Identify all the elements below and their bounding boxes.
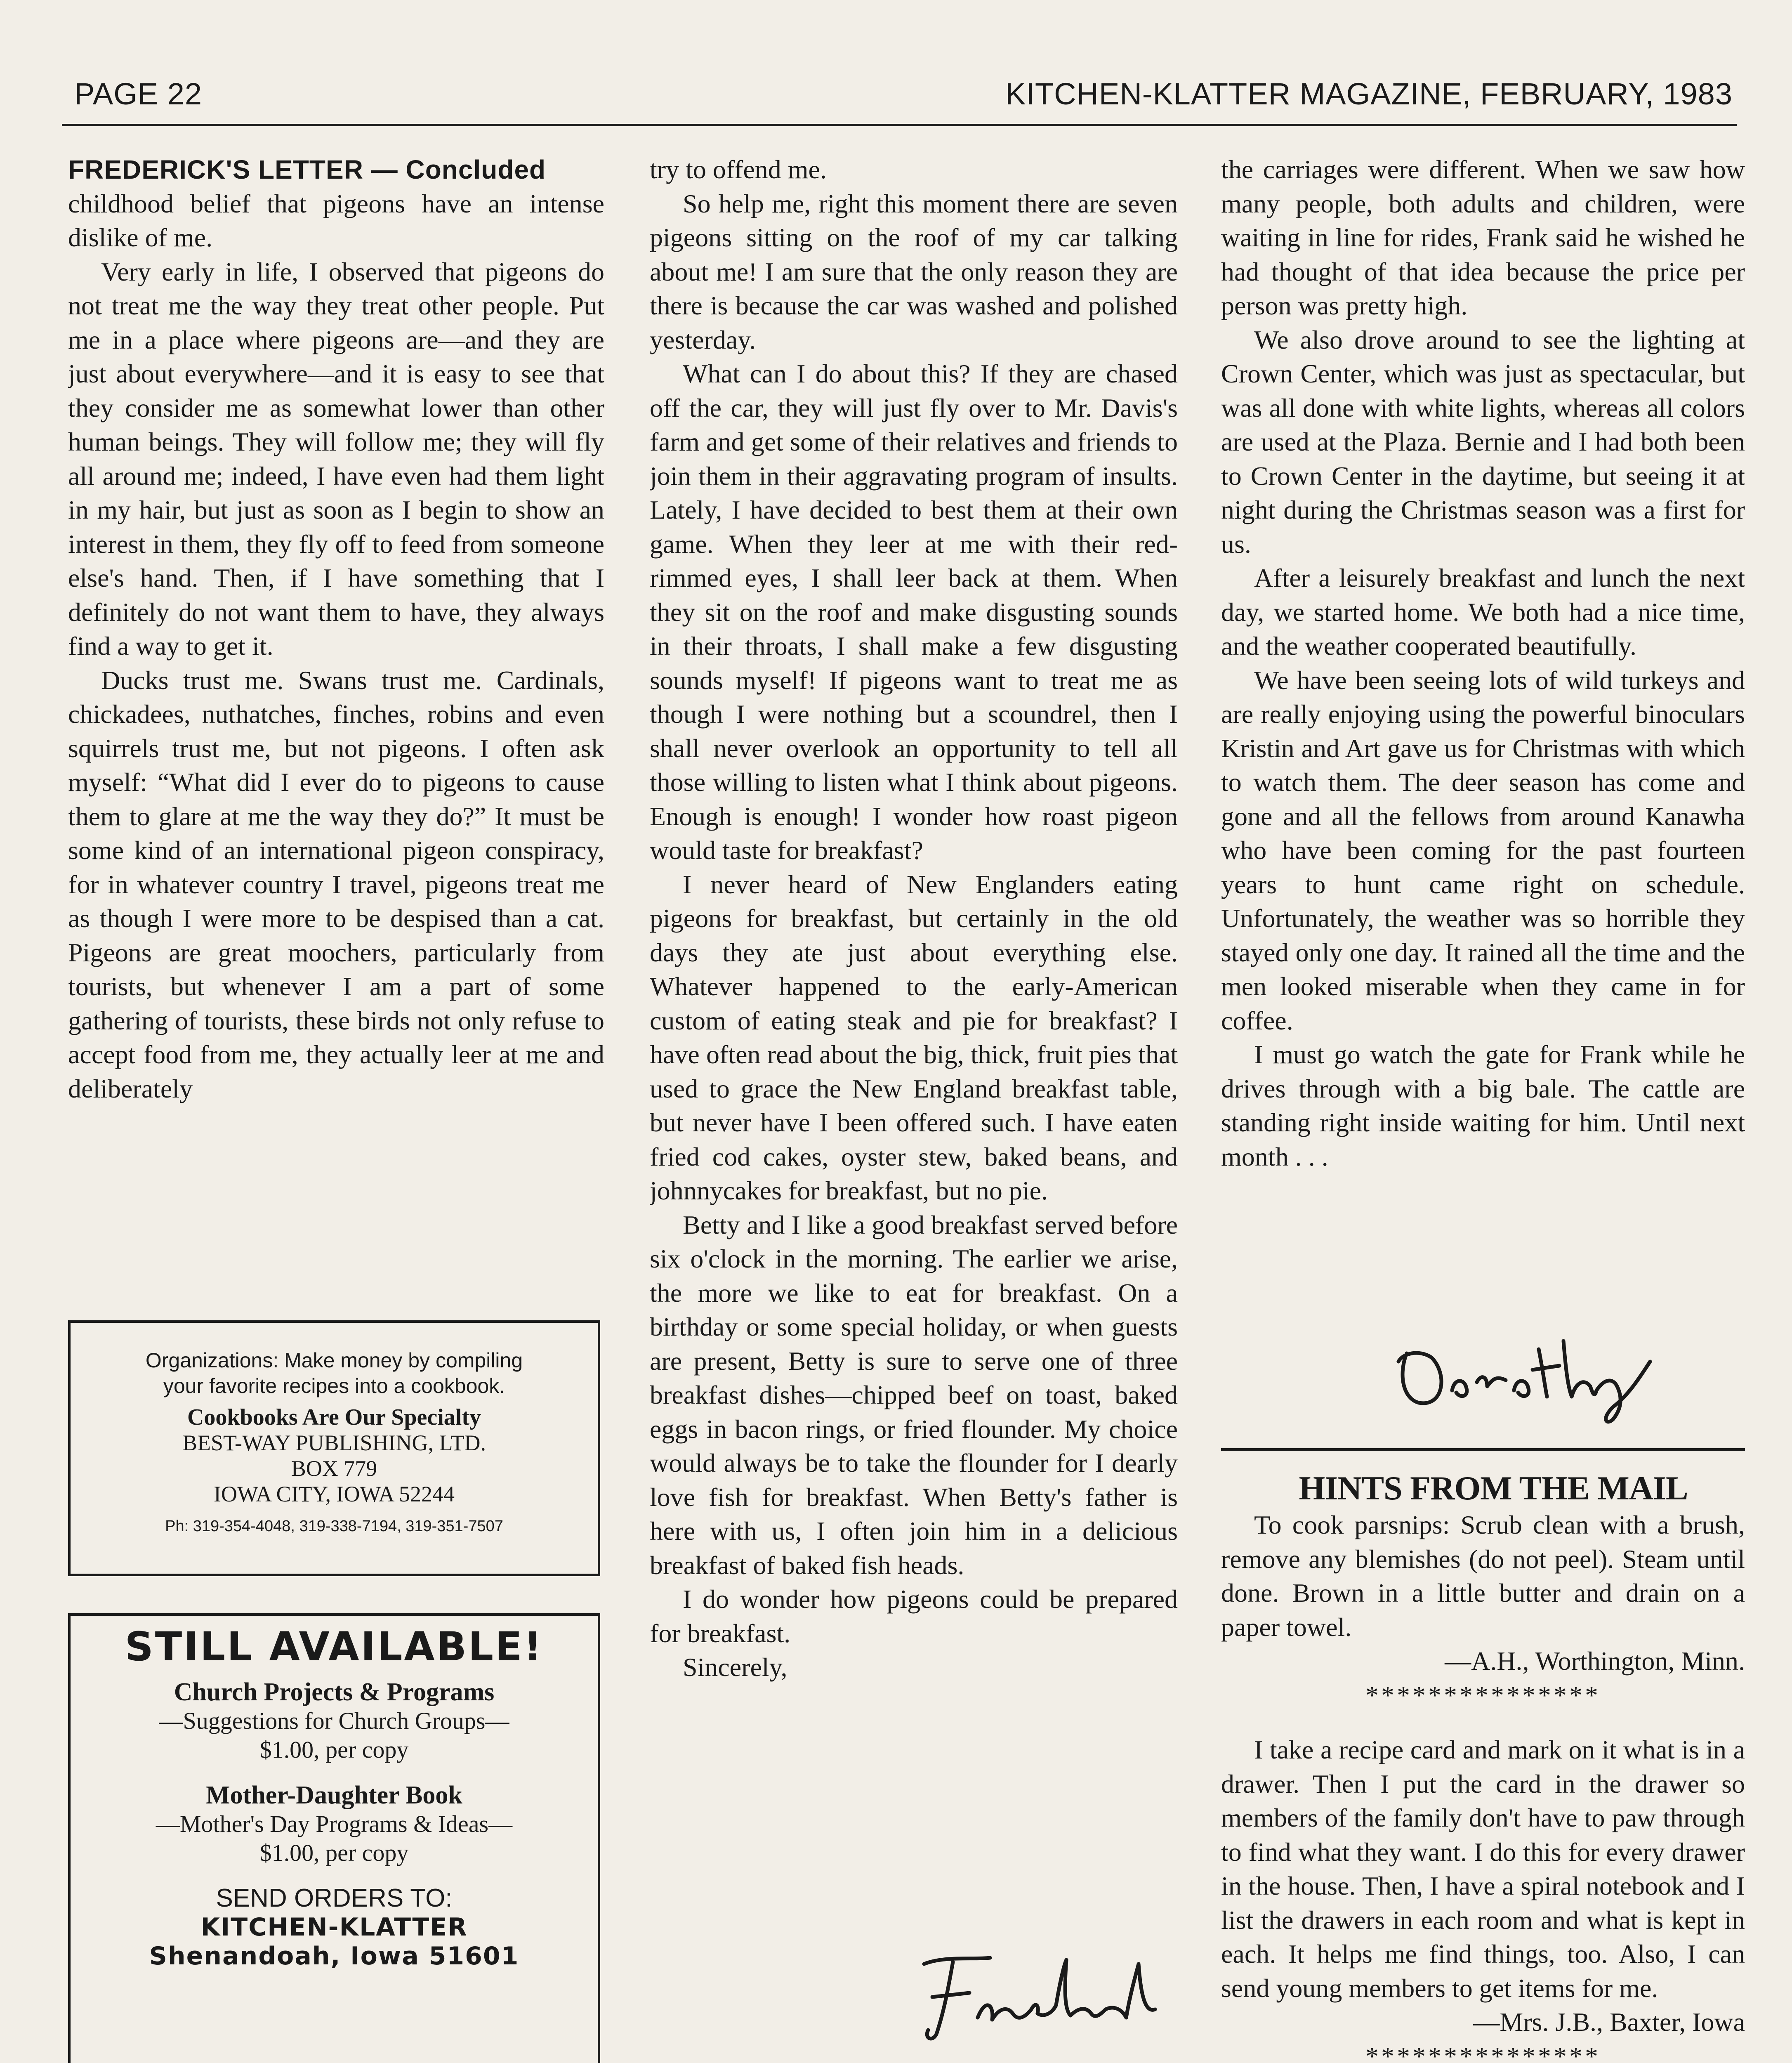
- paragraph: We also drove around to see the lighting at Crown Center, which was just as spectacular, but was all done with white lights, whereas all colors are used at the Plaza. Bernie and I had both been to Crown Center in the daytime, but seeing it at night during the Christmas season was a first for us.: [1221, 325, 1745, 559]
- frederick-letter-col2: [650, 153, 1178, 2063]
- frederick-letter-col1: [68, 153, 604, 1291]
- page-header: [74, 76, 1733, 122]
- divider: [1221, 1448, 1745, 1451]
- book-subtitle: —Mother's Day Programs & Ideas—: [156, 1810, 513, 1837]
- still-available-ad: [68, 1613, 600, 2063]
- stars-divider: ***************: [1365, 1680, 1601, 1710]
- paragraph: Ducks trust me. Swans trust me. Cardinals, chickadees, nuthatches, finches, robins and even squirrels trust me, but not pigeons. I often ask myself: “What did I ever do to pigeons to cause them to glare at me the way they do?” It must be some kind of an international pigeon conspiracy, for in whatever country I travel, pigeons treat me as though I were more to be despised than a cat. Pigeons are great moochers, particularly from tourists, but whenever I am a part of some gathering of tourists, these birds not only refuse to accept food from me, they actually leer at me and deliberately: [68, 665, 604, 1103]
- book-title: Church Projects & Programs: [174, 1678, 495, 1706]
- ad-line: your favorite recipes into a cookbook.: [163, 1374, 505, 1397]
- hint-credit: —A.H., Worthington, Minn.: [1445, 1646, 1745, 1676]
- svg-text:Frederick: Frederick: [908, 1947, 909, 1948]
- paragraph: So help me, right this moment there are seven pigeons sitting on the roof of my car talking about me! I am sure that the only reason they are there is because the car was washed and polished yesterday.: [650, 189, 1178, 354]
- ad-address: Shenandoah, Iowa 51601: [149, 1942, 519, 1971]
- ad-city: IOWA CITY, IOWA 52244: [214, 1482, 455, 1506]
- ad-phones: Ph: 319-354-4048, 319-338-7194, 319-351-7507: [165, 1518, 503, 1535]
- send-orders: SEND ORDERS TO:: [216, 1884, 453, 1912]
- book-price: $1.00, per copy: [259, 1736, 409, 1763]
- hints-title: HINTS FROM THE MAIL: [1299, 1469, 1688, 1507]
- paragraph: I never heard of New Englanders eating pigeons for breakfast, but certainly in the old days they ate just about everything else. Whatever happened to the early-American custom of eating steak and pie for breakfast? I have often read about the big, thick, fruit pies that used to grace the New England breakfast table, but never have I been offered such. I have eaten fried cod cakes, oyster stew, baked beans, and johnnycakes for breakfast, but no pie.: [650, 869, 1178, 1205]
- magazine-title: KITCHEN-KLATTER MAGAZINE, FEBRUARY, 1983: [1005, 77, 1733, 111]
- ad-org: KITCHEN-KLATTER: [200, 1913, 468, 1942]
- book-subtitle: —Suggestions for Church Groups—: [159, 1707, 509, 1734]
- svg-text:Dorothy: Dorothy: [1382, 1324, 1384, 1325]
- paragraph: After a leisurely breakfast and lunch the next day, we started home. We both had a nice time, and the weather cooperated beautifully.: [1221, 563, 1745, 661]
- hint-credit: —Mrs. J.B., Baxter, Iowa: [1473, 2007, 1745, 2037]
- paragraph: We have been seeing lots of wild turkeys and are really enjoying using the powerful binoculars Kristin and Art gave us for Christmas with which to watch them. The deer season has come and gone and all the fellows from around Kanawha who have been coming for the past fourteen years to hunt came right on schedule. Unfortunately, the weather was so horrible they stayed only one day. It rained all the time and the men looked miserable when they came in for coffee.: [1221, 665, 1745, 1035]
- book-price: $1.00, per copy: [259, 1839, 409, 1866]
- ad-company: BEST-WAY PUBLISHING, LTD.: [182, 1430, 486, 1455]
- dorothy-letter-col3: [1221, 153, 1745, 1423]
- paragraph: Very early in life, I observed that pigeons do not treat me the way they treat other people. Put me in a place where pigeons are—and they are just about everywhere—and it is easy to see that they consider me as somewhat lower than other human beings. They will follow me; they will fly all around me; indeed, I have even had them light in my hair, but just as soon as I begin to show an interest in them, they fly off to feed from someone else's hand. Then, if I have something that I definitely do not want them to have, they always find a way to get it.: [68, 257, 604, 661]
- ad-box: BOX 779: [291, 1456, 377, 1481]
- ad-line: Organizations: Make money by compiling: [145, 1349, 523, 1372]
- book-title: Mother-Daughter Book: [206, 1781, 462, 1809]
- hint-text: I take a recipe card and mark on it what is in a drawer. Then I put the card in the drawer so members of the family don't have to paw through to find what they want. I do this for every drawer in the house. Then, I have a spiral notebook and I list the drawers in each room and what is kept in each. It helps me find things, too. Also, I can send young members to get items for me.: [1221, 1735, 1745, 2003]
- paragraph: the carriages were different. When we saw how many people, both adults and children, were waiting in line for rides, Frank said he wished he had thought of that idea because the price per person was pretty high.: [1221, 155, 1745, 320]
- paragraph: I do wonder how pigeons could be prepared for breakfast.: [650, 1584, 1178, 1648]
- ad-specialty: Cookbooks Are Our Specialty: [187, 1404, 481, 1430]
- dorothy-signature: [1382, 1324, 1662, 1428]
- paragraph: I must go watch the gate for Frank while he drives through with a big bale. The cattle are standing right inside waiting for him. Until next month . . .: [1221, 1040, 1745, 1171]
- page-number: PAGE 22: [74, 77, 203, 111]
- header-rule: [62, 124, 1737, 126]
- stars-divider: ***************: [1365, 2041, 1601, 2063]
- paragraph: Betty and I like a good breakfast served before six o'clock in the morning. The earlier we arise, the more we like to eat for breakfast. On a birthday or some special holiday, or when guests are present, Betty is sure to serve one of three breakfast dishes—chipped beef on toast, baked eggs in bacon rings, or fried flounder. My choice would always be to take the flounder for I dearly love fish for breakfast. When Betty's father is here with us, I often join him in a delicious breakfast of baked fish heads.: [650, 1210, 1178, 1580]
- hint-text: To cook parsnips: Scrub clean with a brush, remove any blemishes (do not peel). Steam until done. Brown in a little butter and drain on a paper towel.: [1221, 1510, 1745, 1642]
- ad-headline: STILL AVAILABLE!: [125, 1624, 544, 1670]
- paragraph: What can I do about this? If they are chased off the car, they will just fly over to Mr. Davis's farm and get some of their relatives and friends to join them in their aggravating program of insults. Lately, I have decided to best them at their own game. When they leer at me with their red-rimmed eyes, I shall leer back at them. When they sit on the roof and make disgusting sounds in their throats, I shall make a few disgusting sounds myself! If pigeons want to treat me as though I were nothing but a scoundrel, then I shall never overlook an opportunity to tell all those willing to listen what I think about pigeons. Enough is enough! I wonder how roast pigeon would taste for breakfast?: [650, 359, 1178, 865]
- paragraph: try to offend me.: [650, 155, 827, 184]
- frederick-heading: FREDERICK'S LETTER — Concluded: [68, 155, 546, 184]
- bestway-ad: [68, 1320, 600, 1576]
- paragraph: childhood belief that pigeons have an intense dislike of me.: [68, 189, 604, 252]
- closing: Sincerely,: [683, 1652, 788, 1682]
- frederick-signature: [908, 1947, 1163, 2051]
- hints-col: [1221, 1463, 1745, 2063]
